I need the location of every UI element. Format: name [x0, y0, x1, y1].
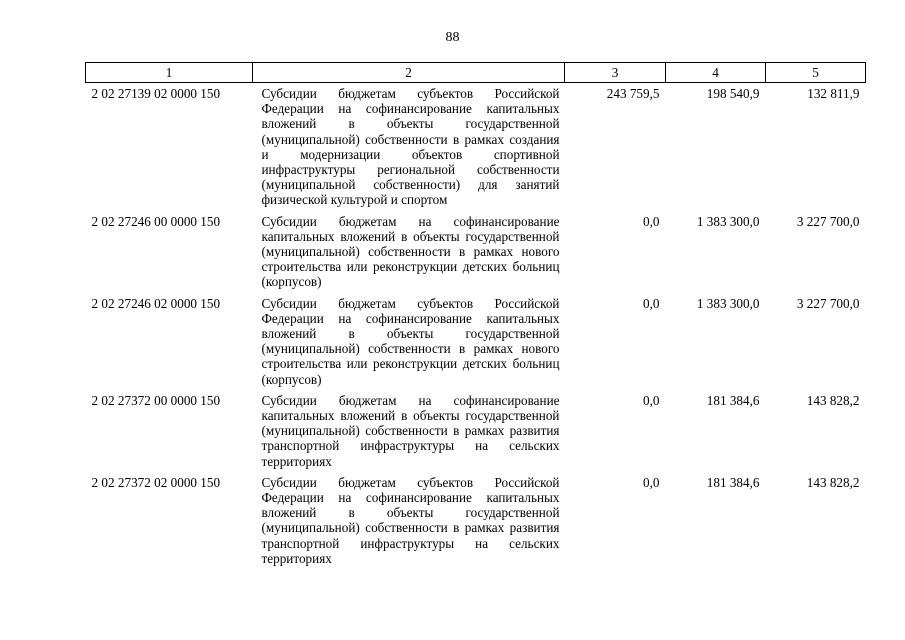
- value-col3: 0,0: [643, 474, 660, 490]
- value-col4: 181 384,6: [706, 392, 760, 408]
- value-col5: 143 828,2: [806, 474, 860, 490]
- value-col3: 0,0: [643, 213, 660, 229]
- value-col5: 3 227 700,0: [796, 295, 860, 311]
- table-row: [86, 390, 866, 472]
- column-header-3: 3: [565, 63, 666, 83]
- value-col4: 181 384,6: [706, 474, 760, 490]
- column-header-4: 4: [666, 63, 766, 83]
- column-header-5: 5: [766, 63, 866, 83]
- page-number: 88: [445, 30, 460, 45]
- value-col3: 0,0: [643, 392, 660, 408]
- value-col5: 132 811,9: [807, 86, 860, 101]
- table-header-row: [86, 63, 866, 83]
- table-row: [86, 472, 866, 569]
- description: Субсидии бюджетам субъектов Российской Федерации на софинансирование капитальных вложений в объекты государственной (муниципальной) собственности в рамках создания и модернизации объектов спортивной инфраструктуры региональной собственности (муниципальной собственности) для занятий физической культурой и спортом: [261, 86, 560, 208]
- budget-code: 2 02 27246 00 0000 150: [91, 213, 221, 229]
- budget-code: 2 02 27372 02 0000 150: [91, 474, 221, 490]
- table-row: [86, 83, 866, 211]
- table-row: [86, 293, 866, 390]
- value-col3: 243 759,5: [606, 86, 660, 101]
- table-row: [86, 211, 866, 293]
- value-col5: 3 227 700,0: [796, 213, 860, 229]
- budget-code: 2 02 27246 02 0000 150: [91, 295, 221, 311]
- description: Субсидии бюджетам субъектов Российской Федерации на софинансирование капитальных вложений в объекты государственной (муниципальной) собственности в рамках нового строительства или реконструкции детских больниц (корпусов): [261, 295, 560, 387]
- value-col4: 1 383 300,0: [696, 213, 760, 229]
- value-col5: 143 828,2: [806, 392, 860, 408]
- description: Субсидии бюджетам на софинансирование капитальных вложений в объекты государственной (муниципальной) собственности в рамках развития транспортной инфраструктуры на сельских территориях: [261, 392, 560, 469]
- value-col3: 0,0: [643, 295, 660, 311]
- budget-table: [85, 62, 866, 569]
- value-col4: 198 540,9: [706, 86, 760, 101]
- description: Субсидии бюджетам субъектов Российской Федерации на софинансирование капитальных вложений в объекты государственной (муниципальной) собственности в рамках развития транспортной инфраструктуры на сельских территориях: [261, 474, 560, 566]
- value-col4: 1 383 300,0: [696, 295, 760, 311]
- budget-code: 2 02 27139 02 0000 150: [91, 86, 221, 101]
- column-header-2: 2: [253, 63, 565, 83]
- column-header-1: 1: [86, 63, 253, 83]
- description: Субсидии бюджетам на софинансирование капитальных вложений в объекты государственной (муниципальной) собственности в рамках нового строительства или реконструкции детских больниц (корпусов): [261, 213, 560, 290]
- budget-code: 2 02 27372 00 0000 150: [91, 392, 221, 408]
